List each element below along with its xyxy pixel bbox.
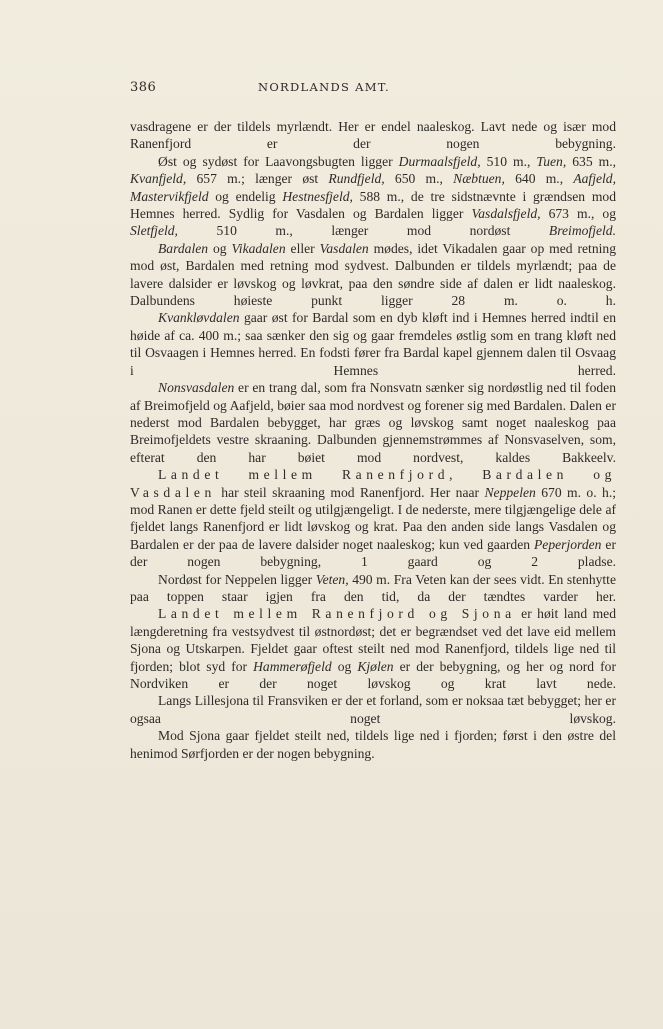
italic-term: Peperjorden [534,536,602,552]
italic-term: Breimofjeld. [548,223,616,239]
italic-term: Tuen, [536,153,567,169]
text-run: 635 m., [566,153,616,169]
paragraph [130,571,616,606]
paragraph [130,605,616,692]
spaced-heading: Landet mellem Ranenfjord og Sjona [158,606,516,622]
italic-term: Hammerøfjeld [253,658,332,674]
text-run: og [331,658,358,674]
italic-term: Bardalen [158,240,209,256]
paragraph [130,240,616,310]
italic-term: Hestnesfjeld, [282,188,353,204]
spaced-heading: Landet mellem Ranenfjord, Bardalen og Vasdalen [130,467,616,500]
text-run: 673 m., og [540,206,616,222]
text-run: 640 m., [504,171,574,187]
text-run: 657 m.; længer øst [186,171,329,187]
text-run: er høit land med længderetning fra vestsydvest til østnordøst; det er begrændset ved det lave eid mellem Sjona og Utskarpen. Fjeldet gaar oftest steilt ned mod Ranenfjord, tildels lige ned til fjorden; blot syd for [130,606,616,674]
italic-term: Nonsvasdalen [158,380,235,396]
text-run: mødes, idet Vikadalen gaar op med retning mod øst, Bardalen med retning mod sydvest. Dalbunden er tildels myrlændt; paa de lavere dalsider er løvskog og løvkrat, paa den søndre side af dalen er lidt naaleskog. Dalbundens høieste punkt ligger 28 m. o. h. [130,240,617,309]
paragraph [130,118,616,153]
text-run: har steil skraaning mod Ranenfjord. Her naar [215,484,485,500]
italic-term: Neppelen [484,484,536,500]
text-run: vasdragene er der tildels myrlændt. Her er endel naaleskog. Lavt nede og især mod Ranenfjord er der nogen bebygning. [130,119,616,152]
text-run: eller [285,240,320,256]
italic-term: Rundfjeld, [328,171,385,187]
italic-term: Vasdalsfjeld, [471,206,541,222]
paragraph [130,153,616,240]
page-header [130,80,518,102]
italic-term: Kvankløvdalen [158,310,240,326]
text-run: gaar øst for Bardal som en dyb kløft ind i Hemnes herred indtil en høide af ca. 400 m.; saa sænker den sig og gaar fremdeles østlig som en trang kløft ned til Osvaagen i Hemnes herred. En fodsti fører fra Bardal kapel gjennem dalen til Osvaag i Hemnes herred. [130,310,616,378]
text-run: og endelig [208,188,283,204]
running-head: NORDLANDS AMT. [257,80,391,94]
text-run: Øst og sydøst for Laavongsbugten ligger [158,153,399,169]
italic-term: Næbtuen, [453,171,505,187]
italic-term: Vikadalen [231,240,286,256]
text-run: og [208,240,232,256]
italic-term: Kjølen [357,658,394,674]
italic-term: Veten, [315,571,349,587]
text-run: Mod Sjona gaar fjeldet steilt ned, tildels lige ned i fjorden; først i den østre del henimod Sørfjorden er der nogen bebygning. [130,728,616,761]
page-number: 386 [130,80,157,95]
paragraph [130,692,616,727]
text-run: er en trang dal, som fra Nonsvatn sænker sig nordøstlig ned til foden af Breimofjeld og Aafjeld, bøier saa mod nordvest og forener sig med Bardalen. Dalen er nederst mod Bardalen bebygget, har græs og løvskog samt noget naaleskog paa Breimofjeldets vestre skraaning. Dalbunden gjennemstrømmes af Nonsvaselven, som, efterat den har bøiet mod nordvest, kaldes Bakkeelv. [130,380,616,465]
italic-term: Aafjeld, Mastervikfjeld [130,171,616,204]
italic-term: Vasdalen [319,240,369,256]
text-run: 670 m. o. h.; mod Ranen er dette fjeld steilt og utilgjængeligt. I de nederste, mere tilgjængelige dele af fjeldet langs Ranenfjord er lidt løvskog og krat. Paa den anden side langs Vasdalen og Bardalen er der paa de lavere dalsider noget naaleskog; kun ved gaarden [130,484,616,552]
paragraph [130,466,616,570]
text-run: er der bebygning, og her og nord for Nordviken er der noget løvskog og krat lavt nede. [130,658,616,691]
paragraph [130,727,616,762]
text-run: 510 m., [480,153,537,169]
text-run: Langs Lillesjona til Fransviken er der et forland, som er noksaa tæt bebygget; her er ogsaa noget løvskog. [130,693,616,726]
paragraph [130,309,616,379]
text-run: 510 m., længer mod nordøst [177,223,549,239]
body-text [130,118,616,762]
italic-term: Kvanfjeld, [130,171,187,187]
text-run: Nordøst for Neppelen ligger [158,571,316,587]
text-run: 588 m., de tre sidstnævnte i grændsen mod Hemnes herred. Sydlig for Vasdalen og Bardalen ligger [130,188,616,222]
italic-term: Sletfjeld, [130,223,178,239]
paragraph [130,379,616,466]
italic-term: Durmaalsfjeld, [398,153,481,169]
text-run: 490 m. Fra Veten kan der sees vidt. En stenhytte paa toppen staar igjen fra den tid, da der tændtes varder her. [130,571,616,604]
text-run: 650 m., [384,171,454,187]
text-run: er der nogen bebygning, 1 gaard og 2 pladse. [130,536,616,570]
